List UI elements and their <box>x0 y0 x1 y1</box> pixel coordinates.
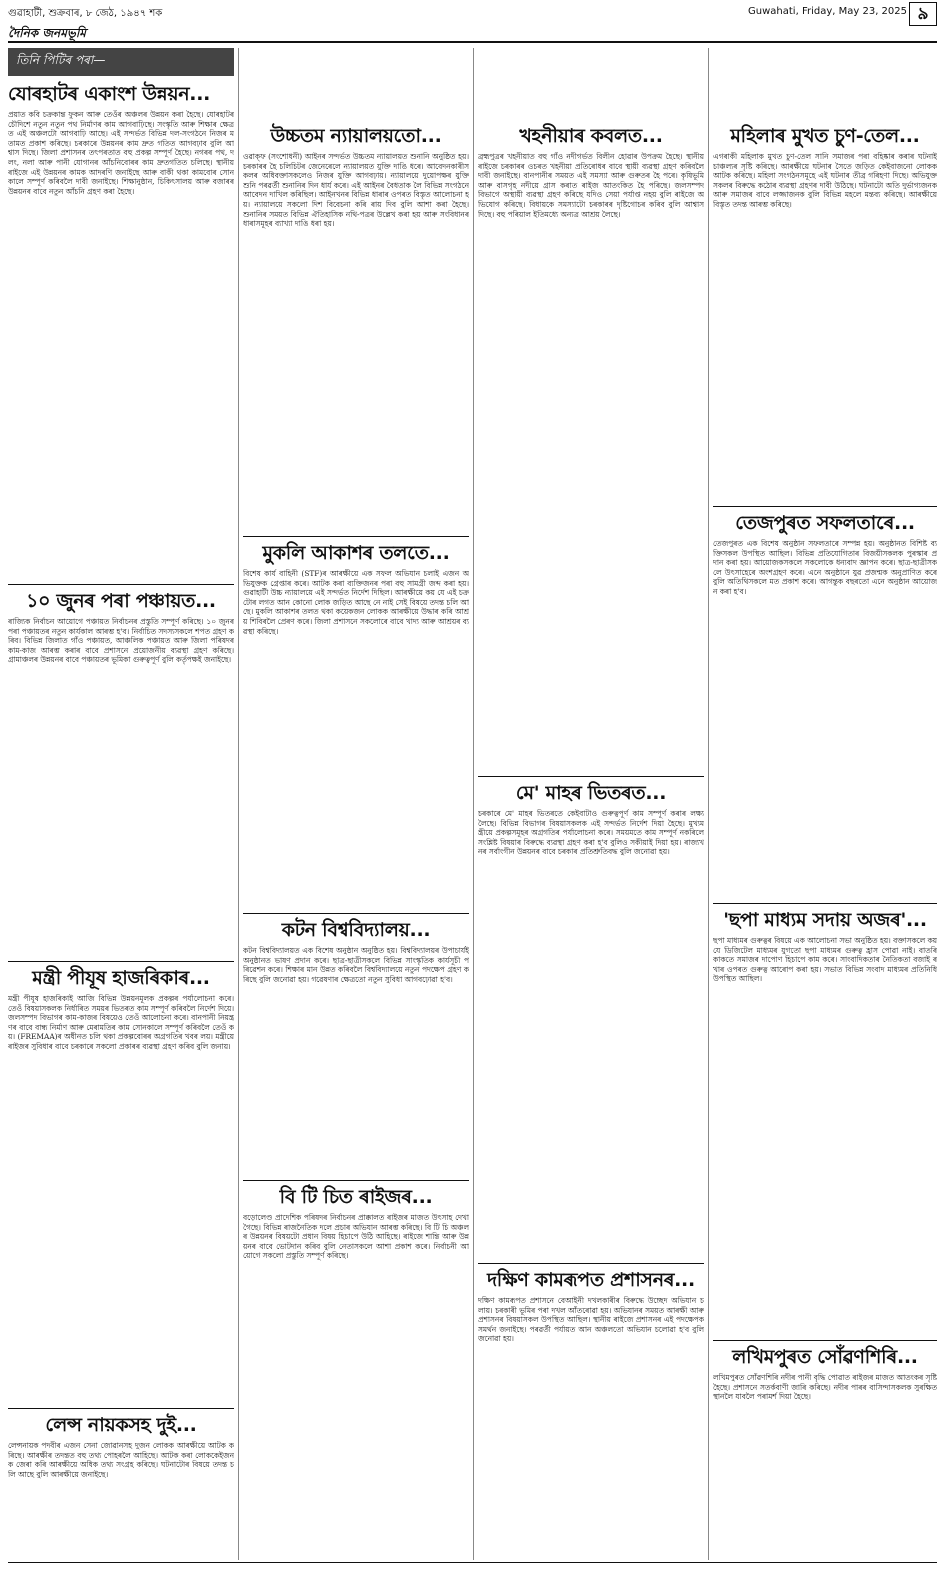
page-number: ৯ <box>909 2 937 26</box>
headline-may: মে' মাহৰ ভিতৰত... <box>515 782 667 804</box>
headline-pijush: মন্ত্ৰী পীযূষ হাজৰিকাৰ... <box>32 967 210 989</box>
headline-supreme-court: উচ্চতম ন্যায়ালয়তো... <box>270 125 442 147</box>
headline-tezpur: তেজপুৰত সফলতাৰে... <box>735 512 915 534</box>
article-erosion: ব্ৰহ্মপুত্ৰৰ খহনীয়াত বহু গাঁও নদীগৰ্ভত বিলীন হোৱাৰ উপক্ৰম হৈছে। স্থানীয় ৰাইজে চৰকাৰৰ ওচৰত খহনীয়া প্ৰতিৰোধৰ বাবে স্থায়ী ব্যৱস্থা গ্ৰহণ কৰিবলৈ দাবী জনাইছে। বানপানীৰ সময়ত এই সমস্যা আৰু গুৰুতৰ হৈ পৰে। কৃষিভূমি আৰু বাসগৃহ নদীয়ে গ্ৰাস কৰাত ৰাইজ আতংকিত হৈ পৰিছে। জলসম্পদ বিভাগে অস্থায়ী ব্যৱস্থা গ্ৰহণ কৰিছে যদিও সেয়া পৰ্যাপ্ত নহয় বুলি ৰাইজে অভিযোগ কৰিছে। বিধায়কে সমস্যাটো চৰকাৰৰ দৃষ্টিগোচৰ কৰিব বুলি আশ্বাস দিছে। বহু পৰিয়াল ইতিমধ্যে অন্যত্ৰ আশ্ৰয় লৈছে। <box>478 152 704 219</box>
headline-south-kamrup: দক্ষিণ কামৰূপত প্ৰশাসনৰ... <box>487 1269 695 1291</box>
headline-panchayat: ১০ জুনৰ পৰা পঞ্চায়ত... <box>26 590 216 612</box>
article-supreme-court: ওৱাক্ফ (সংশোধনী) আইনৰ সন্দৰ্ভত উচ্চতম ন্যায়ালয়ত শুনানি অনুষ্ঠিত হয়। চৰকাৰৰ হৈ চলিচিটৰ জেনেৰেলে ন্যায়ালয়ত যুক্তি দাঙি ধৰে। আবেদনকাৰীসকলৰ অধিবক্তাসকলেও নিজৰ যুক্তি আগবঢ়ায়। ন্যায়ালয়ে দুয়োপক্ষৰ যুক্তি শুনি পৰৱৰ্তী শুনানিৰ দিন ধাৰ্য কৰে। এই আইনৰ বৈধতাক লৈ বিভিন্ন সংগঠনে আবেদন দাখিল কৰিছিল। আইনখনৰ বিভিন্ন ধাৰাৰ ওপৰত বিস্তৃত আলোচনা হয়। ন্যায়ালয়ে সকলো দিশ বিবেচনা কৰি ৰায় দিব বুলি আশা কৰা হৈছে। শুনানিৰ সময়ত বিভিন্ন ঐতিহাসিক নথি-পত্ৰৰ উল্লেখ কৰা হয় আৰু সংবিধানৰ ধাৰাসমূহৰ ব্যাখ্যা দাঙি ধৰা হয়। <box>243 152 469 229</box>
article-lakhimpur: লখিমপুৰত সোঁৱণশিৰি নদীৰ পানী বৃদ্ধি পোৱাত ৰাইজৰ মাজত আতংকৰ সৃষ্টি হৈছে। প্ৰশাসনে সতৰ্কবাণী জাৰি কৰিছে। নদীৰ পাৰৰ বাসিন্দাসকলক সুৰক্ষিত স্থানলৈ যাবলৈ পৰামৰ্শ দিয়া হৈছে। <box>713 1373 937 1402</box>
article-tezpur: তেজপুৰত এক বিশেষ অনুষ্ঠান সফলতাৰে সম্পন্ন হয়। অনুষ্ঠানত বিশিষ্ট ব্যক্তিসকল উপস্থিত আছিল। বিভিন্ন প্ৰতিযোগিতাৰ বিজয়ীসকলক পুৰস্কাৰ প্ৰদান কৰা হয়। আয়োজকসকলে সকলোকে ধন্যবাদ জ্ঞাপন কৰে। ছাত্ৰ-ছাত্ৰীসকলে উৎসাহেৰে অংশগ্ৰহণ কৰে। এনে অনুষ্ঠানে যুৱ প্ৰজন্মক অনুপ্ৰাণিত কৰে বুলি অতিথিসকলে মত প্ৰকাশ কৰে। আগন্তুক বছৰতো এনে অনুষ্ঠান আয়োজন কৰা হ'ব। <box>713 539 937 596</box>
article-may: চৰকাৰে মে' মাহৰ ভিতৰতে কেইবাটাও গুৰুত্বপূৰ্ণ কাম সম্পূৰ্ণ কৰাৰ লক্ষ্য লৈছে। বিভিন্ন বিভাগৰ বিষয়াসকলক এই সন্দৰ্ভত নিৰ্দেশ দিয়া হৈছে। মুখ্যমন্ত্ৰীয়ে প্ৰকল্পসমূহৰ অগ্ৰগতিৰ পৰ্যালোচনা কৰে। সময়মতে কাম সম্পূৰ্ণ নকৰিলে সংশ্লিষ্ট বিষয়াৰ বিৰুদ্ধে ব্যৱস্থা গ্ৰহণ কৰা হ'ব বুলিও সকীয়াই দিয়া হয়। ৰাজ্যখনৰ সৰ্বাংগীন উন্নয়নৰ বাবে চৰকাৰ প্ৰতিশ্ৰুতিবদ্ধ বুলি জনোৱা হয়। <box>478 809 704 857</box>
headline-open-sky: মুকলি আকাশৰ তলতে... <box>262 542 450 564</box>
divider <box>713 1340 937 1341</box>
divider <box>8 961 234 962</box>
headline-lakhimpur: লখিমপুৰত সোঁৱণশিৰি... <box>732 1346 918 1368</box>
column-3 <box>478 48 704 1560</box>
divider <box>713 506 937 507</box>
article-jorhat: প্ৰয়াত কবি চক্ৰকান্ত ফুকন আৰু তেওঁৰ অঞ্চলৰ উন্নয়ন কৰা হৈছে। যোৰহাটৰ চৌদিশে নতুন নতুন পথ নিৰ্মাণৰ কাম আগবাঢ়িছে। সংস্কৃতি আৰু শিক্ষাৰ ক্ষেত্ৰত এই অঞ্চলটো আগবাঢ়ি আছে। এই সন্দৰ্ভত বিভিন্ন দল-সংগঠনে নিজৰ মতামত প্ৰকাশ কৰিছে। চৰকাৰে উন্নয়নৰ কাম দ্ৰুত গতিত আগবঢ়াব বুলি আশ্বাস দিছে। জিলা প্ৰশাসনৰ তৎপৰতাত বহু প্ৰকল্প সম্পূৰ্ণ হৈছে। নগৰৰ পথ, দলং, নলা আৰু পানী যোগানৰ আঁচনিবোৰৰ কাম দ্ৰুতগতিত চলিছে। স্থানীয় ৰাইজে এই উন্নয়নৰ কামক আদৰণি জনাইছে আৰু বাকী থকা কামবোৰ সোনকালে সম্পূৰ্ণ কৰিবলৈ দাবী জনাইছে। শিক্ষানুষ্ঠান, চিকিৎসালয় আৰু বজাৰৰ উন্নয়নৰ বাবে নতুন আঁচনি গ্ৰহণ কৰা হৈছে। <box>8 110 234 196</box>
divider <box>8 584 234 585</box>
divider <box>478 776 704 777</box>
divider <box>478 1263 704 1264</box>
continued-tag: তিনি পিটিৰ পৰা— <box>8 48 234 76</box>
divider <box>243 1180 469 1181</box>
article-btc: বড়োলেণ্ড প্ৰাদেশিক পৰিষদৰ নিৰ্বাচনৰ প্ৰাক্কালত ৰাইজৰ মাজত উৎসাহ দেখা গৈছে। বিভিন্ন ৰাজনৈতিক দলে প্ৰচাৰ অভিযান আৰম্ভ কৰিছে। বি টি চি অঞ্চলৰ উন্নয়নৰ বিষয়টো প্ৰধান বিষয় হিচাপে উঠি আহিছে। ৰাইজে শান্তি আৰু উন্নয়নৰ বাবে ভোটদান কৰিব বুলি নেতাসকলে আশা প্ৰকাশ কৰে। নিৰ্বাচনী আয়োগে সকলো প্ৰস্তুতি সম্পূৰ্ণ কৰিছে। <box>243 1213 469 1261</box>
article-lance-naik: লেন্সনায়ক পদবীৰ এজন সেনা জোৱানসহ দুজন লোকক আৰক্ষীয়ে আটক কৰিছে। আৰক্ষীৰ তদন্তত বহু তথ্য পোহৰলৈ আহিছে। আটক কৰা লোককেইজনক জেৰা কৰি আৰক্ষীয়ে অধিক তথ্য সংগ্ৰহ কৰিছে। ঘটনাটোৰ বিষয়ে তদন্ত চলি আছে বুলি আৰক্ষীয়ে জনাইছে। <box>8 1441 234 1479</box>
column-separator <box>708 48 709 1560</box>
divider <box>713 903 937 904</box>
headline-lance-naik: লেন্স নায়কসহ দুই... <box>45 1414 197 1436</box>
article-south-kamrup: দক্ষিণ কামৰূপত প্ৰশাসনে বেআইনী দখলকাৰীৰ বিৰুদ্ধে উচ্ছেদ অভিযান চলায়। চৰকাৰী ভূমিৰ পৰা দখল আঁতৰোৱা হয়। অভিযানৰ সময়ত আৰক্ষী আৰু প্ৰশাসনৰ বিষয়াসকল উপস্থিত আছিল। স্থানীয় ৰাইজে প্ৰশাসনৰ এই পদক্ষেপক সমৰ্থন জনাইছে। পৰৱৰ্তী পৰ্যায়ত আন অঞ্চলতো অভিযান চলোৱা হ'ব বুলি জনোৱা হয়। <box>478 1296 704 1344</box>
headline-jorhat: যোৰহাটৰ একাংশ উন্নয়ন... <box>8 83 211 105</box>
headline-woman: মহিলাৰ মুখত চুণ-তেল... <box>730 125 920 147</box>
article-cotton: কটন বিশ্ববিদ্যালয়ত এক বিশেষ অনুষ্ঠান অনুষ্ঠিত হয়। বিশ্ববিদ্যালয়ৰ উপাচাৰ্যই অনুষ্ঠানত ভাষণ প্ৰদান কৰে। ছাত্ৰ-ছাত্ৰীসকলে বিভিন্ন সাংস্কৃতিক কাৰ্যসূচী পৰিৱেশন কৰে। শিক্ষাৰ মান উন্নত কৰিবলৈ বিশ্ববিদ্যালয়ে নতুন পদক্ষেপ গ্ৰহণ কৰিছে বুলি জনোৱা হয়। গৱেষণাৰ ক্ষেত্ৰতো নতুন সুবিধা আগবঢ়োৱা হ'ব। <box>243 946 469 984</box>
headline-print-media: 'ছপা মাধ্যম সদায় অজৰ'... <box>723 909 927 931</box>
headline-cotton: কটন বিশ্ববিদ্যালয়... <box>281 919 431 941</box>
paper-name: দৈনিক জনমভূমি <box>8 26 86 40</box>
article-print-media: ছপা মাধ্যমৰ গুৰুত্বৰ বিষয়ে এক আলোচনা সভা অনুষ্ঠিত হয়। বক্তাসকলে কয় যে ডিজিটেল মাধ্যমৰ যুগতো ছপা মাধ্যমৰ গুৰুত্ব হ্ৰাস পোৱা নাই। বাতৰি কাকতে সমাজৰ দাপোণ হিচাপে কাম কৰে। সাংবাদিকতাৰ নৈতিকতা বজাই ৰখাৰ ওপৰত গুৰুত্ব আৰোপ কৰা হয়। সভাত বিভিন্ন সংবাদ মাধ্যমৰ প্ৰতিনিধি উপস্থিত আছিল। <box>713 936 937 984</box>
column-1 <box>8 48 234 1560</box>
article-panchayat: ৰাজ্যিক নিৰ্বাচন আয়োগে পঞ্চায়ত নিৰ্বাচনৰ প্ৰস্তুতি সম্পূৰ্ণ কৰিছে। ১০ জুনৰ পৰা পঞ্চায়তৰ নতুন কাৰ্যকাল আৰম্ভ হ'ব। নিৰ্বাচিত সদস্যসকলে শপত গ্ৰহণ কৰিব। বিভিন্ন জিলাত গাঁও পঞ্চায়ত, আঞ্চলিক পঞ্চায়ত আৰু জিলা পৰিষদৰ কাম-কাজ আৰম্ভ কৰাৰ বাবে প্ৰশাসনে প্ৰয়োজনীয় ব্যৱস্থা গ্ৰহণ কৰিছে। গ্ৰামাঞ্চলৰ উন্নয়নৰ বাবে পঞ্চায়তৰ ভূমিকা গুৰুত্বপূৰ্ণ বুলি কৰ্তৃপক্ষই জনাইছে। <box>8 617 234 665</box>
divider <box>8 1408 234 1409</box>
divider <box>243 536 469 537</box>
column-separator <box>473 48 474 1560</box>
column-2 <box>243 48 469 1560</box>
article-woman: এগৰাকী মহিলাক মুখত চুণ-তেল সানি সমাজৰ পৰা বহিষ্কাৰ কৰাৰ ঘটনাই চাঞ্চল্যৰ সৃষ্টি কৰিছে। আৰক্ষীয়ে ঘটনাৰ সৈতে জড়িত কেইবাজনো লোকক আটক কৰিছে। মহিলা সংগঠনসমূহে এই ঘটনাৰ তীব্ৰ গৰিহণা দিছে। অভিযুক্তসকলৰ বিৰুদ্ধে কঠোৰ ব্যৱস্থা গ্ৰহণৰ দাবী উঠিছে। ঘটনাটো অতি দুৰ্ভাগ্যজনক আৰু সমাজৰ বাবে লজ্জাজনক বুলি বিভিন্ন মহলে মন্তব্য কৰিছে। আৰক্ষীয়ে বিস্তৃত তদন্ত আৰম্ভ কৰিছে। <box>713 152 937 209</box>
column-4 <box>713 48 937 1560</box>
article-pijush: মন্ত্ৰী পীযূষ হাজৰিকাই আজি বিভিন্ন উন্নয়নমূলক প্ৰকল্পৰ পৰ্যালোচনা কৰে। তেওঁ বিষয়াসকলক নিৰ্ধাৰিত সময়ৰ ভিতৰত কাম সম্পূৰ্ণ কৰিবলৈ নিৰ্দেশ দিয়ে। জলসম্পদ বিভাগৰ কাম-কাজৰ বিষয়েও তেওঁ আলোচনা কৰে। বানপানী নিয়ন্ত্ৰণৰ বাবে বান্ধ নিৰ্মাণ আৰু মেৰামতিৰ কাম সোনকালে সম্পূৰ্ণ কৰিবলৈ তেওঁ কয়। (FREMAA)ৰ অধীনত চলি থকা প্ৰকল্পবোৰৰ অগ্ৰগতিৰ খবৰ লয়। মন্ত্ৰীয়ে ৰাইজৰ সুবিধাৰ বাবে চৰকাৰে সকলো প্ৰকাৰৰ ব্যৱস্থা গ্ৰহণ কৰিব বুলি জনায়। <box>8 994 234 1051</box>
column-separator <box>238 48 239 1560</box>
divider <box>243 913 469 914</box>
article-open-sky: বিশেষ কাৰ্য বাহিনী (STF)ৰ আৰক্ষীয়ে এক সফল অভিযান চলাই এজন অভিযুক্তক গ্ৰেপ্তাৰ কৰে। আটক কৰা ব্যক্তিজনৰ পৰা বহু সামগ্ৰী জব্দ কৰা হয়। গুৱাহাটী উচ্চ ন্যায়ালয়ে এই সন্দৰ্ভত নিৰ্দেশ দিছিল। আৰক্ষীয়ে কয় যে এই চক্ৰটোৰ লগত আন কোনো লোক জড়িত আছে নে নাই সেই বিষয়ে তদন্ত চলি আছে। মুকলি আকাশৰ তলত থকা কয়েকজন লোকক আৰক্ষীয়ে উদ্ধাৰ কৰি আশ্ৰয় শিবিৰলৈ প্ৰেৰণ কৰে। জিলা প্ৰশাসনে সকলোৰে বাবে খাদ্য আৰু আশ্ৰয়ৰ ব্যৱস্থা কৰিছে। <box>243 569 469 636</box>
date-right: Guwahati, Friday, May 23, 2025 <box>748 6 907 17</box>
masthead <box>8 4 937 44</box>
footer-rule <box>8 1562 937 1563</box>
headline-erosion: খহনীয়াৰ কবলত... <box>519 125 663 147</box>
headline-btc: বি টি চিত ৰাইজৰ... <box>279 1186 433 1208</box>
date-left: গুৱাহাটী, শুক্ৰবাৰ, ৮ জেঠ, ১৯৪৭ শক <box>8 8 163 19</box>
masthead-rule <box>8 41 937 43</box>
